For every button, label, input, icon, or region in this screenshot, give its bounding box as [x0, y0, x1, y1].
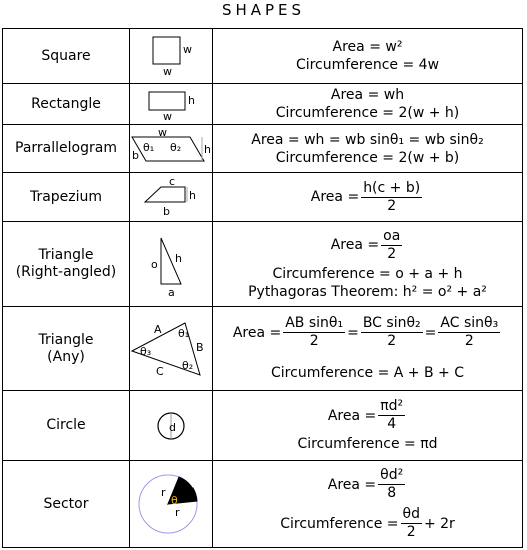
fig-label: θ: [171, 494, 178, 507]
fig-label: C: [156, 364, 164, 378]
rectangle-figure: [131, 86, 211, 122]
circumference-formula: [213, 506, 522, 541]
formula-cell: [213, 125, 523, 173]
area-formula: Area = wh: [330, 87, 405, 103]
fraction-denominator: 2: [387, 333, 397, 349]
circumference-formula: Circumference = πd: [297, 436, 438, 452]
shape-name-line: Triangle: [38, 331, 94, 348]
shape-name-line: Square: [41, 47, 91, 64]
formula-lhs: Area =: [330, 237, 380, 253]
fraction-denominator: 2: [387, 197, 397, 214]
fig-label: A: [154, 322, 162, 336]
shape-name: [3, 222, 130, 307]
fraction: [378, 398, 405, 433]
shape-figure: [130, 173, 213, 222]
area-formula: Area = wh = wb sinθ₁ = wb sinθ₂: [251, 131, 484, 148]
page-title: SHAPES: [221, 1, 306, 19]
shape-name-line: (Any): [47, 348, 85, 365]
trapezium-figure: [131, 175, 211, 219]
formula-lhs: Area =: [232, 324, 282, 341]
formula-lhs: Circumference =: [280, 515, 399, 532]
fraction-denominator: 2: [406, 524, 416, 540]
area-formula: [213, 228, 522, 263]
area-formula: [213, 467, 522, 502]
fig-label: w: [183, 43, 192, 56]
fig-label: o: [151, 258, 158, 271]
table-row: [3, 84, 523, 125]
formula-lhs: Area =: [327, 407, 377, 424]
fig-label: θ₃: [140, 344, 152, 358]
fraction: [438, 315, 500, 350]
area-formula: Area = w²: [332, 39, 403, 55]
fig-label: B: [196, 340, 204, 354]
fig-label: d: [169, 420, 176, 434]
shape-name: [3, 125, 130, 173]
fraction-denominator: 2: [309, 333, 319, 349]
table-row: [3, 461, 523, 548]
table-row: [3, 173, 523, 222]
circle-figure: [131, 406, 211, 446]
fraction: [361, 315, 423, 350]
pythagoras-formula: Pythagoras Theorem: h² = o² + a²: [248, 283, 487, 300]
equals-sign: =: [347, 324, 359, 341]
formula-cell: [213, 173, 523, 222]
shape-name-line: Sector: [43, 495, 89, 512]
shape-name: [3, 461, 130, 548]
fig-label: θ₁: [143, 140, 155, 154]
shape-name-line: (Right-angled): [15, 264, 117, 280]
shape-name-line: Parrallelogram: [15, 140, 117, 156]
shape-name-line: Rectangle: [31, 95, 101, 112]
fig-label: θ₂: [182, 358, 194, 372]
shape-name: [3, 391, 130, 461]
formula-cell: [213, 307, 523, 391]
parallelogram-figure: [130, 129, 212, 169]
circumference-formula: Circumference = 4w: [295, 57, 440, 73]
area-formula: [213, 315, 522, 350]
fraction-numerator: θd: [402, 506, 420, 522]
fig-label: w: [163, 65, 172, 78]
formula-cell: [213, 391, 523, 461]
fig-label: θ₁: [178, 326, 190, 340]
shape-figure: [130, 307, 213, 391]
shape-figure: [130, 461, 213, 548]
fraction-numerator: oa: [383, 227, 401, 244]
shape-name: [3, 29, 130, 84]
shape-name: [3, 84, 130, 125]
table-row: [3, 29, 523, 84]
fig-label: r: [175, 506, 180, 519]
fraction: [283, 315, 345, 350]
formula-lhs: Area =: [310, 189, 360, 205]
fig-label: r: [161, 486, 166, 499]
equals-sign: =: [424, 324, 437, 341]
fig-label: w: [163, 110, 172, 122]
formula-cell: [213, 222, 523, 307]
fraction-numerator: h(c + b): [363, 179, 421, 196]
fraction-denominator: 8: [387, 485, 397, 501]
formula-cell: [213, 461, 523, 548]
shape-name-line: Circle: [46, 417, 86, 433]
fraction-numerator: πd²: [380, 398, 404, 414]
fraction: [361, 180, 422, 215]
fig-label: h: [189, 189, 196, 202]
sector-figure: [131, 466, 211, 542]
shape-figure: [130, 84, 213, 125]
fraction-numerator: AB sinθ₁: [285, 315, 344, 331]
fig-label: c: [169, 175, 176, 188]
formula-cell: [213, 84, 523, 125]
table-row: [3, 222, 523, 307]
area-formula: [213, 180, 522, 215]
shape-name: [3, 307, 130, 391]
fig-label: a: [168, 286, 175, 299]
shape-figure: [130, 222, 213, 307]
circumference-formula: Circumference = 2(w + h): [275, 105, 460, 121]
fraction-numerator: θd²: [380, 467, 404, 483]
fig-label: b: [132, 148, 139, 162]
formula-lhs: Area =: [327, 476, 377, 493]
fraction-numerator: AC sinθ₃: [440, 315, 499, 331]
fraction: [401, 506, 422, 541]
formula-cell: [213, 29, 523, 84]
shape-name-line: Trapezium: [29, 188, 103, 205]
area-formula: [213, 398, 522, 433]
shape-name-line: Triangle: [38, 247, 94, 263]
shape-figure: [130, 125, 213, 173]
fraction-denominator: 2: [387, 245, 397, 262]
table-row: [3, 391, 523, 461]
fig-label: θ₂: [170, 140, 182, 154]
fig-label: b: [163, 205, 170, 218]
square-figure: [131, 31, 211, 81]
fig-label: h: [204, 142, 211, 156]
fraction-denominator: 4: [387, 416, 397, 432]
shapes-table: [2, 28, 523, 548]
table-row: [3, 307, 523, 391]
circumference-formula: Circumference = 2(w + b): [275, 149, 460, 166]
right-triangle-figure: [131, 228, 211, 300]
fig-label: w: [158, 128, 167, 139]
fraction: [378, 467, 405, 502]
shape-figure: [130, 29, 213, 84]
fraction: [381, 228, 402, 263]
triangle-figure: [130, 313, 212, 385]
fig-label: h: [188, 94, 195, 107]
fraction-numerator: BC sinθ₂: [362, 315, 421, 331]
shape-name: [3, 173, 130, 222]
table-row: [3, 125, 523, 173]
shape-figure: [130, 391, 213, 461]
formula-tail: + 2r: [423, 515, 455, 532]
fig-label: h: [175, 252, 182, 265]
circumference-formula: Circumference = o + a + h: [272, 265, 463, 282]
circumference-formula: Circumference = A + B + C: [271, 365, 464, 381]
fraction-denominator: 2: [464, 333, 474, 349]
